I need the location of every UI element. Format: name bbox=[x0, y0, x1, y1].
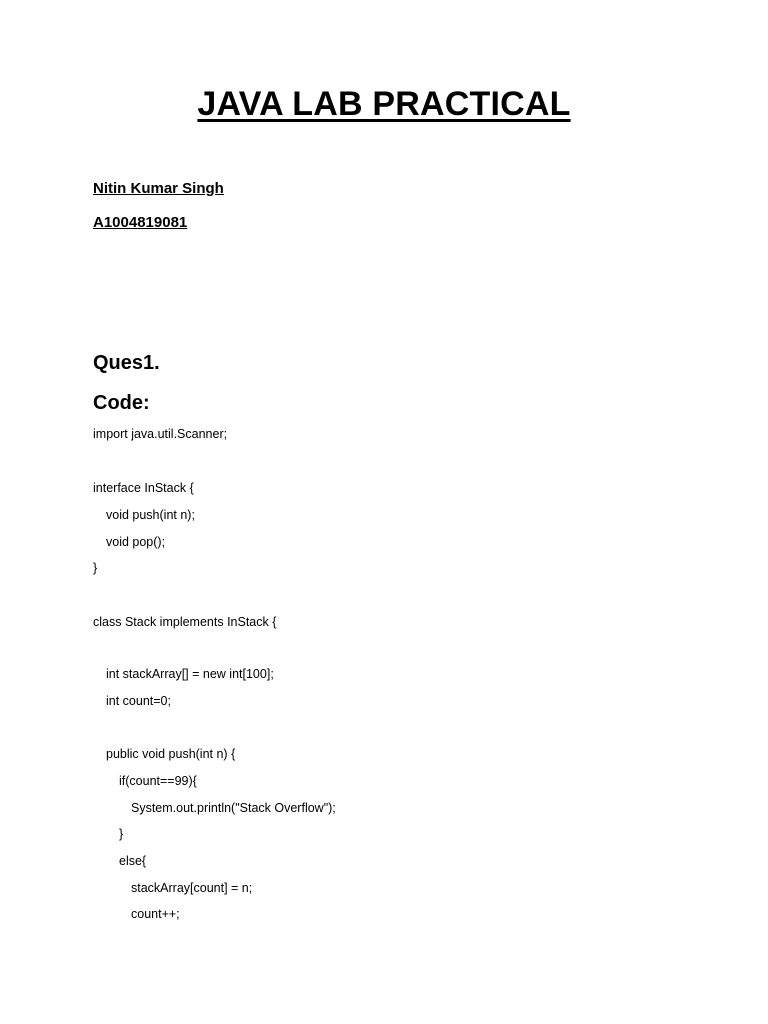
code-line: } bbox=[93, 561, 98, 575]
code-line: public void push(int n) { bbox=[106, 747, 236, 761]
code-line: void push(int n); bbox=[106, 508, 195, 522]
code-line: stackArray[count] = n; bbox=[131, 881, 253, 895]
code-line: count++; bbox=[131, 907, 180, 921]
code-line: class Stack implements InStack { bbox=[93, 615, 277, 629]
code-line: if(count==99){ bbox=[119, 774, 197, 788]
code-heading: Code: bbox=[93, 392, 150, 414]
code-line: interface InStack { bbox=[93, 481, 194, 495]
code-line: import java.util.Scanner; bbox=[93, 427, 228, 441]
code-line: int stackArray[] = new int[100]; bbox=[106, 667, 274, 681]
code-line: System.out.println("Stack Overflow"); bbox=[131, 801, 336, 815]
author-id: A1004819081 bbox=[93, 214, 188, 231]
code-line: else{ bbox=[119, 854, 147, 868]
code-line: } bbox=[119, 827, 124, 841]
code-line: void pop(); bbox=[106, 535, 166, 549]
author-name: Nitin Kumar Singh bbox=[93, 180, 224, 197]
question-heading: Ques1. bbox=[93, 352, 160, 374]
code-line: int count=0; bbox=[106, 694, 171, 708]
document-title: JAVA LAB PRACTICAL bbox=[197, 85, 571, 123]
